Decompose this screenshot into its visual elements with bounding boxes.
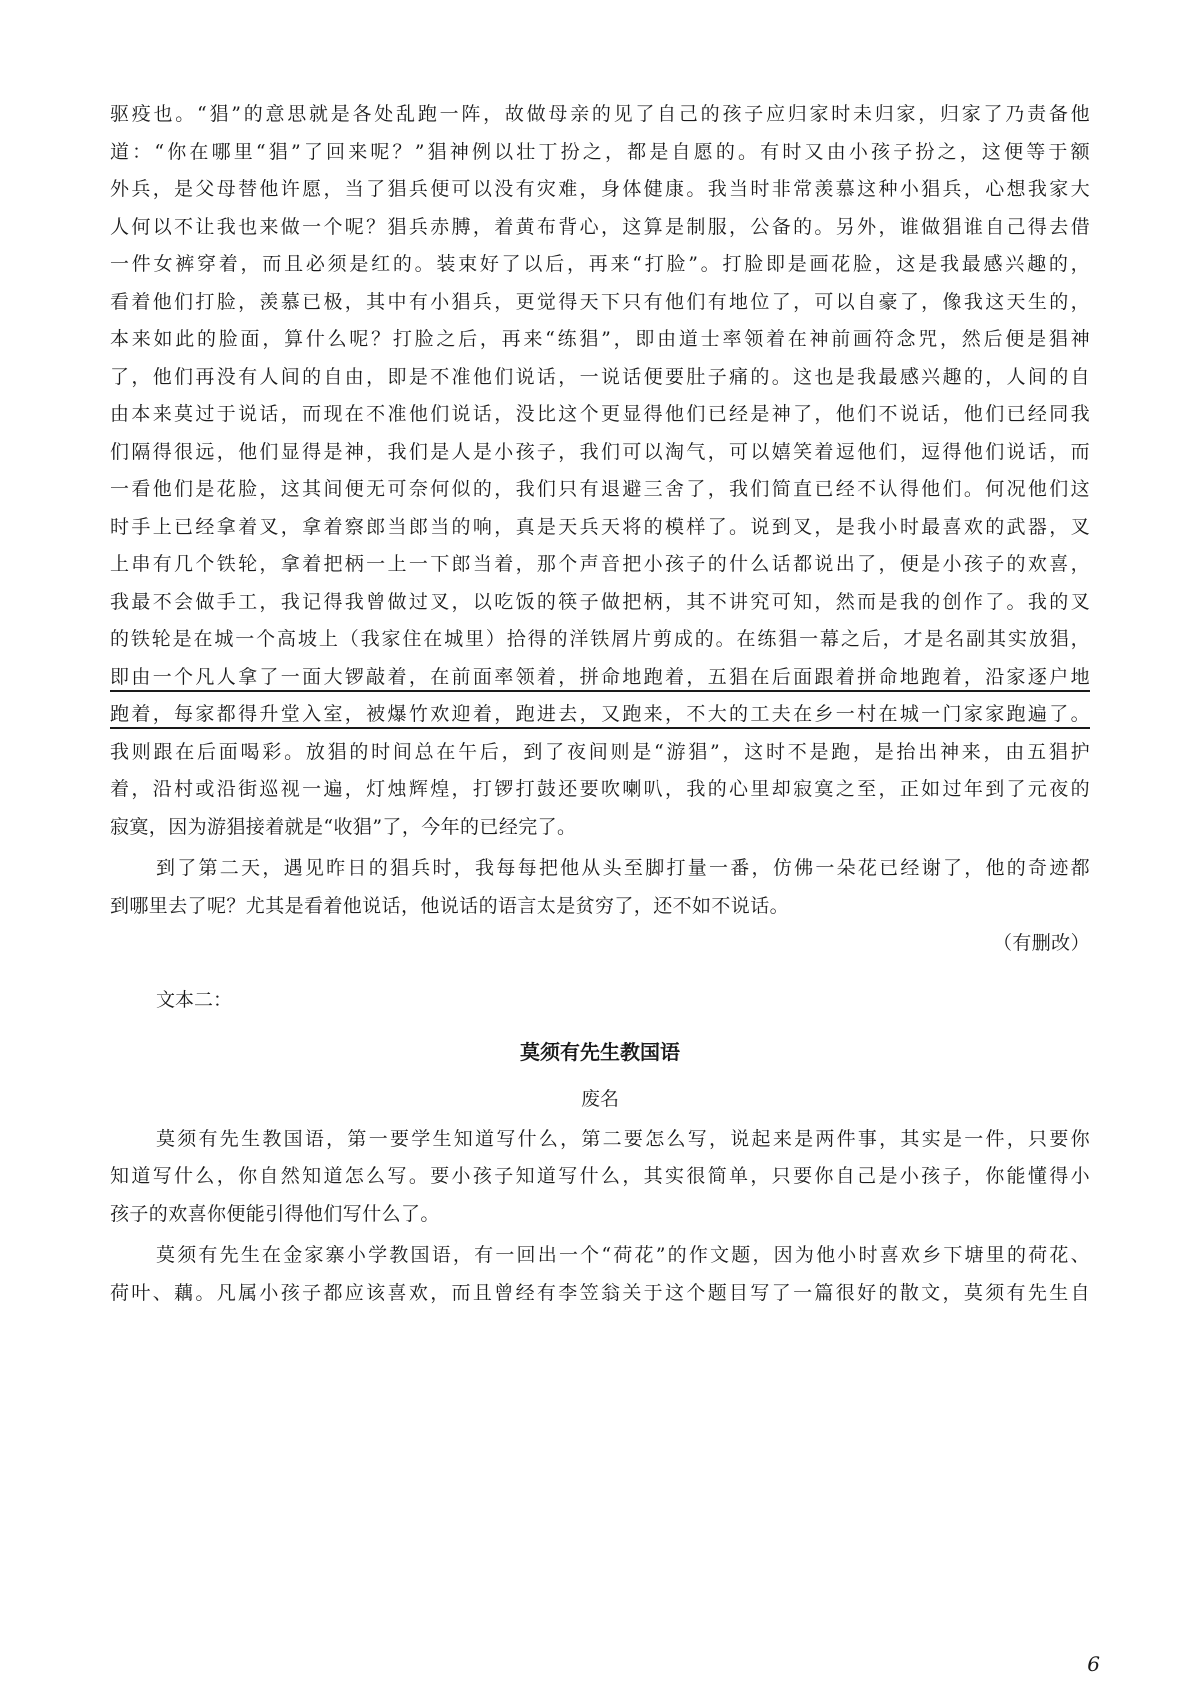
text-line: 驱疫也。“猖”的意思就是各处乱跑一阵，故做母亲的见了自己的孩子应归家时未归家，归家了乃责备他 bbox=[110, 103, 1090, 125]
document-page bbox=[110, 96, 1090, 1312]
text-line: 寂寞，因为游猖接着就是“收猖”了，今年的已经完了。 bbox=[110, 815, 577, 838]
text-line: 知道写什么，你自然知道怎么写。要小孩子知道写什么，其实很简单，只要你自己是小孩子，你能懂得小 bbox=[110, 1165, 1090, 1187]
text-line: 由本来莫过于说话，而现在不准他们说话，没比这个更显得他们已经是神了，他们不说话，他们已经同我 bbox=[110, 403, 1090, 425]
text-one-paragraph-1 bbox=[110, 96, 1090, 846]
text-line: 道：“你在哪里“猖”了回来呢？”猖神例以壮丁扮之，都是自愿的。有时又由小孩子扮之，这便等于额 bbox=[110, 140, 1090, 163]
text-two-paragraph-1 bbox=[110, 1121, 1090, 1234]
text-two-paragraph-2 bbox=[110, 1237, 1090, 1312]
article-title: 莫须有先生教国语 bbox=[520, 1039, 680, 1064]
text-line: 的铁轮是在城一个高坡上（我家住在城里）拾得的洋铁屑片剪成的。在练猖一幕之后，才是名副其实放猖， bbox=[110, 628, 1090, 650]
text-two-label: 文本二： bbox=[156, 988, 233, 1011]
underlined-text-line bbox=[110, 659, 1090, 697]
text-line: 着，沿村或沿街巡视一遍，灯烛辉煌，打锣打鼓还要吹喇叭，我的心里却寂寞之至，正如过年到了元夜的 bbox=[110, 778, 1090, 800]
underlined-span: 即由一个凡人拿了一面大锣敲着，在前面率领着，拼命地跑着，五猖在后面跟着拼命地跑着，沿家逐户地 bbox=[110, 665, 1090, 688]
text-line: 我最不会做手工，我记得我曾做过叉，以吃饭的筷子做把柄，其不讲究可知，然而是我的创作了。我的叉 bbox=[110, 590, 1090, 613]
text-line: 一看他们是花脸，这其间便无可奈何似的，我们只有退避三舍了，我们简直已经不认得他们。何况他们这 bbox=[110, 478, 1090, 500]
article-author: 废名 bbox=[580, 1087, 619, 1110]
text-line: 荷叶、藕。凡属小孩子都应该喜欢，而且曾经有李笠翁关于这个题目写了一篇很好的散文，莫须有先生自 bbox=[110, 1281, 1090, 1304]
text-line: 一件女裤穿着，而且必须是红的。装束好了以后，再来“打脸”。打脸即是画花脸，这是我最感兴趣的， bbox=[110, 253, 1090, 275]
text-line: 看着他们打脸，羡慕已极，其中有小猖兵，更觉得天下只有他们有地位了，可以自豪了，像我这天生的， bbox=[110, 290, 1090, 313]
page-number: 6 bbox=[1087, 1652, 1100, 1676]
text-line: 时手上已经拿着叉，拿着察郎当郎当的响，真是天兵天将的模样了。说到叉，是我小时最喜欢的武器，叉 bbox=[110, 515, 1090, 538]
text-line: 孩子的欢喜你便能引得他们写什么了。 bbox=[110, 1202, 440, 1225]
text-line: 莫须有先生在金家寨小学教国语，有一回出一个“荷花”的作文题，因为他小时喜欢乡下塘里的荷花、 bbox=[156, 1244, 1090, 1266]
text-line: 们隔得很远，他们显得是神，我们是人是小孩子，我们可以淘气，可以嬉笑着逗他们，逗得他们说话，而 bbox=[110, 440, 1090, 463]
text-line: 到了第二天，遇见昨日的猖兵时，我每每把他从头至脚打量一番，仿佛一朵花已经谢了，他的奇迹都 bbox=[156, 857, 1090, 879]
text-line: 了，他们再没有人间的自由，即是不准他们说话，一说话便要肚子痛的。这也是我最感兴趣的，人间的自 bbox=[110, 365, 1090, 388]
text-line: 上串有几个铁轮，拿着把柄一上一下郎当着，那个声音把小孩子的什么话都说出了，便是小孩子的欢喜， bbox=[110, 553, 1090, 575]
underlined-span: 跑着，每家都得升堂入室，被爆竹欢迎着，跑进去，又跑来，不大的工夫在乡一村在城一门家家跑遍了。 bbox=[110, 703, 1090, 725]
text-line: 我则跟在后面喝彩。放猖的时间总在午后，到了夜间则是“游猖”，这时不是跑，是抬出神来，由五猖护 bbox=[110, 740, 1090, 763]
text-line: 到哪里去了呢？尤其是看着他说话，他说话的语言太是贫穷了，还不如不说话。 bbox=[110, 894, 790, 917]
text-line: 莫须有先生教国语，第一要学生知道写什么，第二要怎么写，说起来是两件事，其实是一件，只要你 bbox=[156, 1127, 1090, 1150]
text-line: 外兵，是父母替他许愿，当了猖兵便可以没有灾难，身体健康。我当时非常羡慕这种小猖兵，心想我家大 bbox=[110, 178, 1090, 200]
text-one-paragraph-2 bbox=[110, 850, 1090, 925]
text-line: 人何以不让我也来做一个呢？猖兵赤膊，着黄布背心，这算是制服，公备的。另外，谁做猖谁自己得去借 bbox=[110, 215, 1090, 238]
source-note: （有删改） bbox=[992, 932, 1090, 954]
text-line: 本来如此的脸面，算什么呢？打脸之后，再来“练猖”，即由道士率领着在神前画符念咒，然后便是猖神 bbox=[110, 328, 1090, 350]
underlined-text-line bbox=[110, 696, 1090, 734]
